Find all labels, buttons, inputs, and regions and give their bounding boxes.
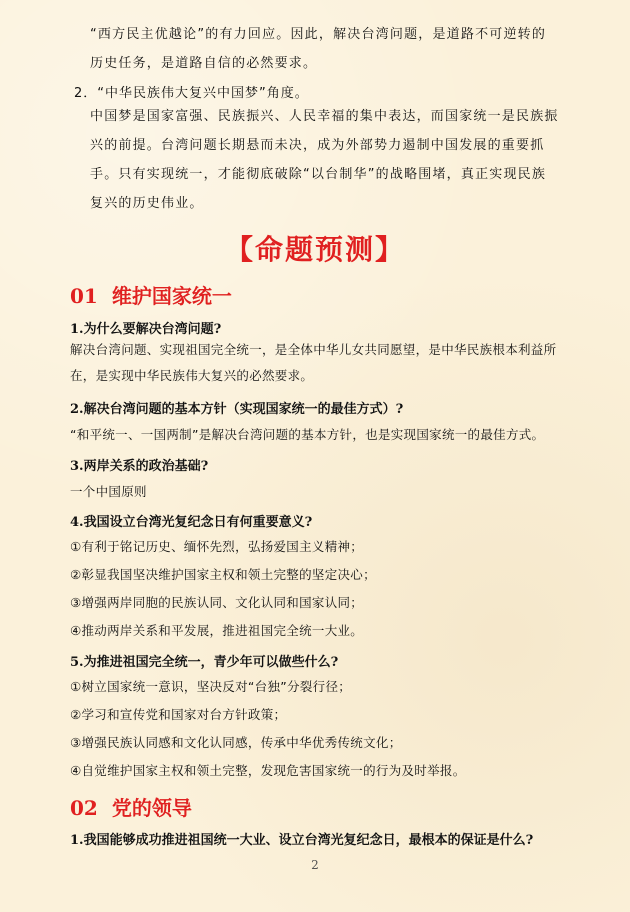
list-item: ④自觉维护国家主权和领土完整，发现危害国家统一的行为及时举报。 [70,763,466,778]
answer-1: 解决台湾问题、实现祖国完全统一，是全体中华儿女共同愿望，是中华民族根本利益所在，是实现中华民族伟大复兴的必然要求。 [70,342,557,383]
section-number: 01 [70,284,98,308]
question-2: 2.解决台湾问题的基本方针（实现国家统一的最佳方式）? [70,402,404,417]
list-item: ②学习和宣传党和国家对台方针政策； [70,707,287,722]
list-item: ③增强两岸同胞的民族认同、文化认同和国家认同； [70,595,364,610]
section-number: 02 [70,796,98,820]
list-item: ①有利于铭记历史、缅怀先烈，弘扬爱国主义精神； [70,539,364,554]
main-title: 【命题预测】 [224,233,405,266]
question-3: 3.两岸关系的政治基础? [70,459,209,474]
section-title: 党的领导 [111,796,192,820]
question-1: 1.为什么要解决台湾问题? [70,322,222,337]
question-5: 5.为推进祖国完全统一，青少年可以做些什么? [70,655,339,670]
list-item: ③增强民族认同感和文化认同感，传承中华优秀传统文化； [70,735,402,750]
section-heading-2 [70,792,192,821]
list-item: ②彰显我国坚决维护国家主权和领土完整的坚定决心； [70,567,376,582]
section-title: 维护国家统一 [111,284,232,308]
answer-3: 一个中国原则 [70,484,147,499]
answer-2: “和平统一、一国两制”是解决台湾问题的基本方针，也是实现国家统一的最佳方式。 [70,427,545,442]
list-item: ④推动两岸关系和平发展，推进祖国完全统一大业。 [70,623,364,638]
section-heading-1 [70,280,232,309]
question-4: 4.我国设立台湾光复纪念日有何重要意义? [70,515,313,530]
page-number: 2 [311,858,319,872]
intro-paragraph-2: 中国梦是国家富强、民族振兴、人民幸福的集中表达，而国家统一是民族振兴的前提。台湾问题长期悬而未决，成为外部势力遏制中国发展的重要抓手。只有实现统一，才能彻底破除“以台制华”的战略围堵，真正实现民族复兴的历史伟业。 [90,109,559,211]
question-6: 1.我国能够成功推进祖国统一大业、设立台湾光复纪念日，最根本的保证是什么? [70,833,534,848]
intro-paragraph-1: “西方民主优越论”的有力回应。因此，解决台湾问题，是道路不可逆转的历史任务，是道路自信的必然要求。 [90,27,547,71]
list-item: ①树立国家统一意识，坚决反对“台独”分裂行径； [70,679,352,694]
intro-item-2-heading: 2．“中华民族伟大复兴中国梦”角度。 [74,86,309,101]
